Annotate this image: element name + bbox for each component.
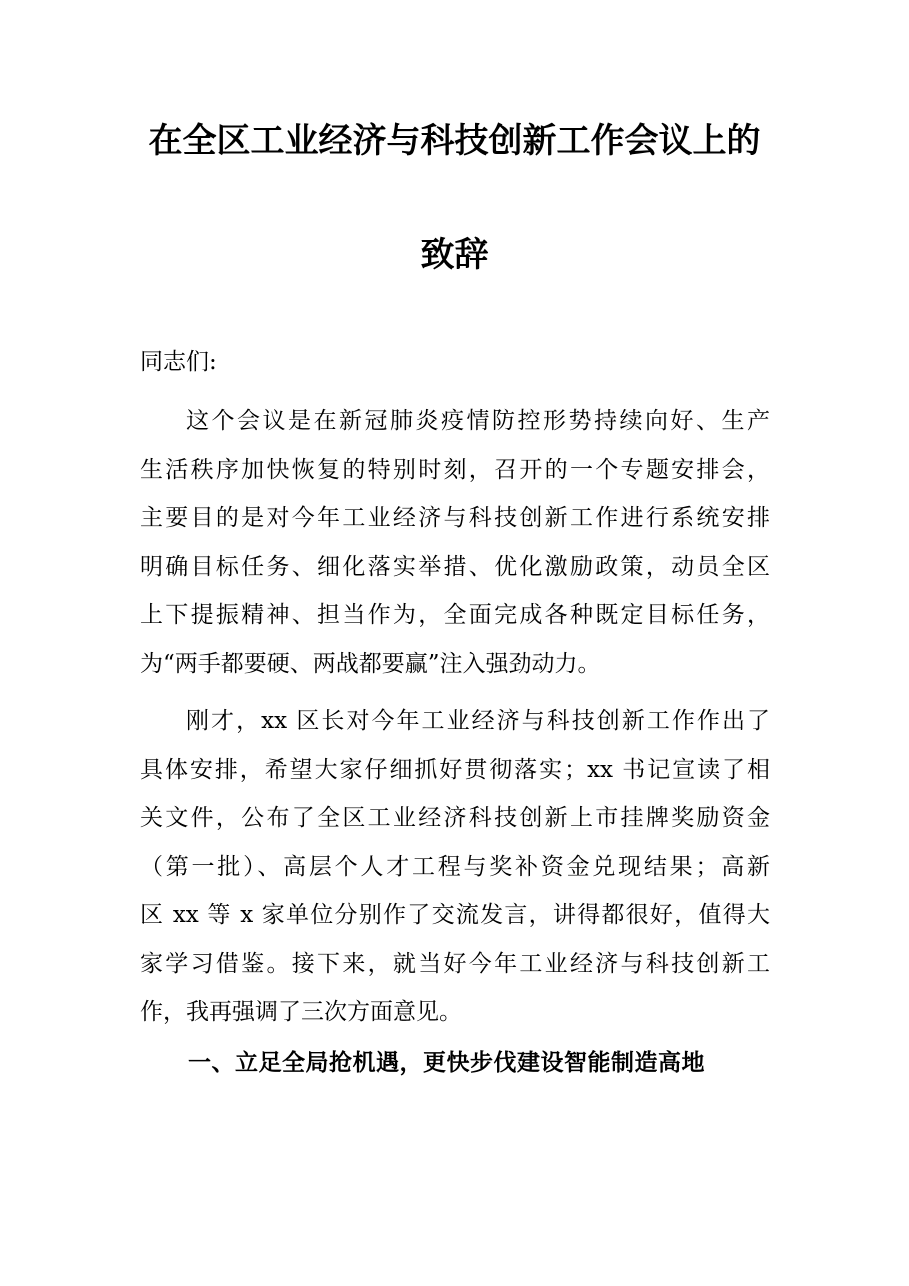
paragraph-line: 为“两手都要硬、两战都要赢”注入强劲动力。 bbox=[140, 650, 601, 677]
paragraph-line: 家学习借鉴。接下来，就当好今年工业经济与科技创新工 bbox=[140, 950, 770, 977]
paragraph-line: 上下提振精神、担当作为，全面完成各种既定目标任务， bbox=[140, 602, 770, 628]
document-title-line-1: 在全区工业经济与科技创新工作会议上的 bbox=[148, 121, 761, 161]
paragraph-2 bbox=[140, 697, 770, 1037]
paragraph-line: 具体安排，希望大家仔细抓好贯彻落实；xx 书记宣读了相 bbox=[140, 756, 770, 783]
paragraph-line: 区 xx 等 x 家单位分别作了交流发言，讲得都很好，值得大 bbox=[140, 902, 770, 928]
paragraph-line: 作，我再强调了三次方面意见。 bbox=[140, 999, 462, 1025]
paragraph-line: 明确目标任务、细化落实举措、优化激励政策，动员全区 bbox=[140, 553, 770, 580]
paragraph-line: 主要目的是对今年工业经济与科技创新工作进行系统安排 bbox=[140, 505, 770, 531]
document-title-line-2: 致辞 bbox=[420, 235, 489, 275]
paragraph-line: 刚才，xx 区长对今年工业经济与科技创新工作作出了 bbox=[186, 708, 770, 734]
salutation: 同志们: bbox=[140, 349, 217, 375]
section-heading: 一、立足全局抢机遇，更快步伐建设智能制造高地 bbox=[188, 1049, 705, 1076]
paragraph-line: 生活秩序加快恢复的特别时刻，召开的一个专题安排会， bbox=[140, 456, 770, 483]
paragraph-line: 这个会议是在新冠肺炎疫情防控形势持续向好、生产 bbox=[186, 408, 770, 434]
paragraph-line: （第一批）、高层个人才工程与奖补资金兑现结果；高新 bbox=[140, 853, 770, 880]
paragraph-line: 关文件，公布了全区工业经济科技创新上市挂牌奖励资金 bbox=[140, 805, 770, 831]
paragraph-1 bbox=[140, 397, 770, 688]
